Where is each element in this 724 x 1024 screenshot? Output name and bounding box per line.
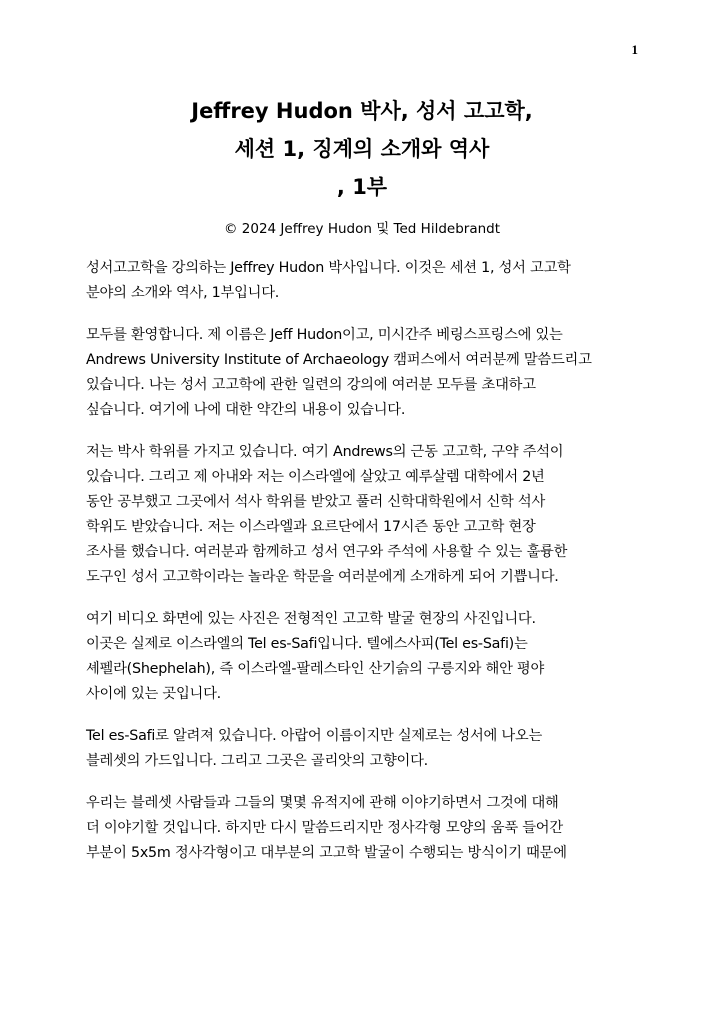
title-line-1: Jeffrey Hudon 박사, 성서 고고학, bbox=[191, 99, 533, 123]
paragraph bbox=[86, 440, 646, 590]
paragraph-line: 셰펠라(Shephelah), 즉 이스라엘-팔레스타인 산기슭의 구릉지와 해안 평야 bbox=[86, 661, 545, 677]
title-line-2: 세션 1, 징계의 소개와 역사 bbox=[234, 137, 490, 161]
paragraph-line: 부분이 5x5m 정사각형이고 대부분의 고고학 발굴이 수행되는 방식이기 때문에 bbox=[86, 845, 567, 861]
title-line-3: , 1부 bbox=[336, 175, 388, 199]
paragraph-line: 있습니다. 나는 성서 고고학에 관한 일련의 강의에 여러분 모두를 초대하고 bbox=[86, 377, 536, 393]
paragraph bbox=[86, 724, 646, 774]
paragraph-line: 저는 박사 학위를 가지고 있습니다. 여기 Andrews의 근동 고고학, 구약 주석이 bbox=[86, 444, 564, 460]
paragraph-line: 있습니다. 그리고 제 아내와 저는 이스라엘에 살았고 예루살렘 대학에서 2년 bbox=[86, 469, 545, 485]
paragraph-line: 분야의 소개와 역사, 1부입니다. bbox=[86, 285, 280, 301]
paragraph-line: 싶습니다. 여기에 나에 대한 약간의 내용이 있습니다. bbox=[86, 402, 406, 418]
paragraph bbox=[86, 323, 646, 423]
document-body bbox=[86, 256, 646, 883]
paragraph-line: 여기 비디오 화면에 있는 사진은 전형적인 고고학 발굴 현장의 사진입니다. bbox=[86, 611, 536, 627]
paragraph-line: 학위도 받았습니다. 저는 이스라엘과 요르단에서 17시즌 동안 고고학 현장 bbox=[86, 519, 536, 535]
paragraph-line: 동안 공부했고 그곳에서 석사 학위를 받았고 풀러 신학대학원에서 신학 석사 bbox=[86, 494, 546, 510]
paragraph-line: Tel es-Safi로 알려져 있습니다. 아랍어 이름이지만 실제로는 성서에 나오는 bbox=[86, 728, 543, 744]
paragraph bbox=[86, 791, 646, 866]
paragraph-line: 조사를 했습니다. 여러분과 함께하고 성서 연구와 주석에 사용할 수 있는 훌륭한 bbox=[86, 544, 568, 560]
paragraph-line: 우리는 블레셋 사람들과 그들의 몇몇 유적지에 관해 이야기하면서 그것에 대해 bbox=[86, 795, 559, 811]
paragraph-line: 더 이야기할 것입니다. 하지만 다시 말씀드리지만 정사각형 모양의 움푹 들어간 bbox=[86, 820, 563, 836]
copyright-notice: © 2024 Jeffrey Hudon 및 Ted Hildebrandt bbox=[223, 221, 501, 237]
paragraph bbox=[86, 256, 646, 306]
paragraph-line: 모두를 환영합니다. 제 이름은 Jeff Hudon이고, 미시간주 베링스프링스에 있는 bbox=[86, 327, 563, 343]
paragraph-line: 이곳은 실제로 이스라엘의 Tel es-Safi입니다. 텔에스사피(Tel es-Safi)는 bbox=[86, 636, 528, 652]
paragraph-line: 사이에 있는 곳입니다. bbox=[86, 686, 221, 702]
paragraph-line: 성서고고학을 강의하는 Jeffrey Hudon 박사입니다. 이것은 세션 1, 성서 고고학 bbox=[86, 260, 571, 276]
paragraph-line: Andrews University Institute of Archaeology 캠퍼스에서 여러분께 말씀드리고 bbox=[86, 352, 592, 368]
document-title bbox=[0, 92, 724, 206]
paragraph bbox=[86, 607, 646, 707]
page-number: 1 bbox=[631, 42, 638, 57]
paragraph-line: 도구인 성서 고고학이라는 놀라운 학문을 여러분에게 소개하게 되어 기쁩니다. bbox=[86, 569, 559, 585]
paragraph-line: 블레셋의 가드입니다. 그리고 그곳은 골리앗의 고향이다. bbox=[86, 753, 428, 769]
